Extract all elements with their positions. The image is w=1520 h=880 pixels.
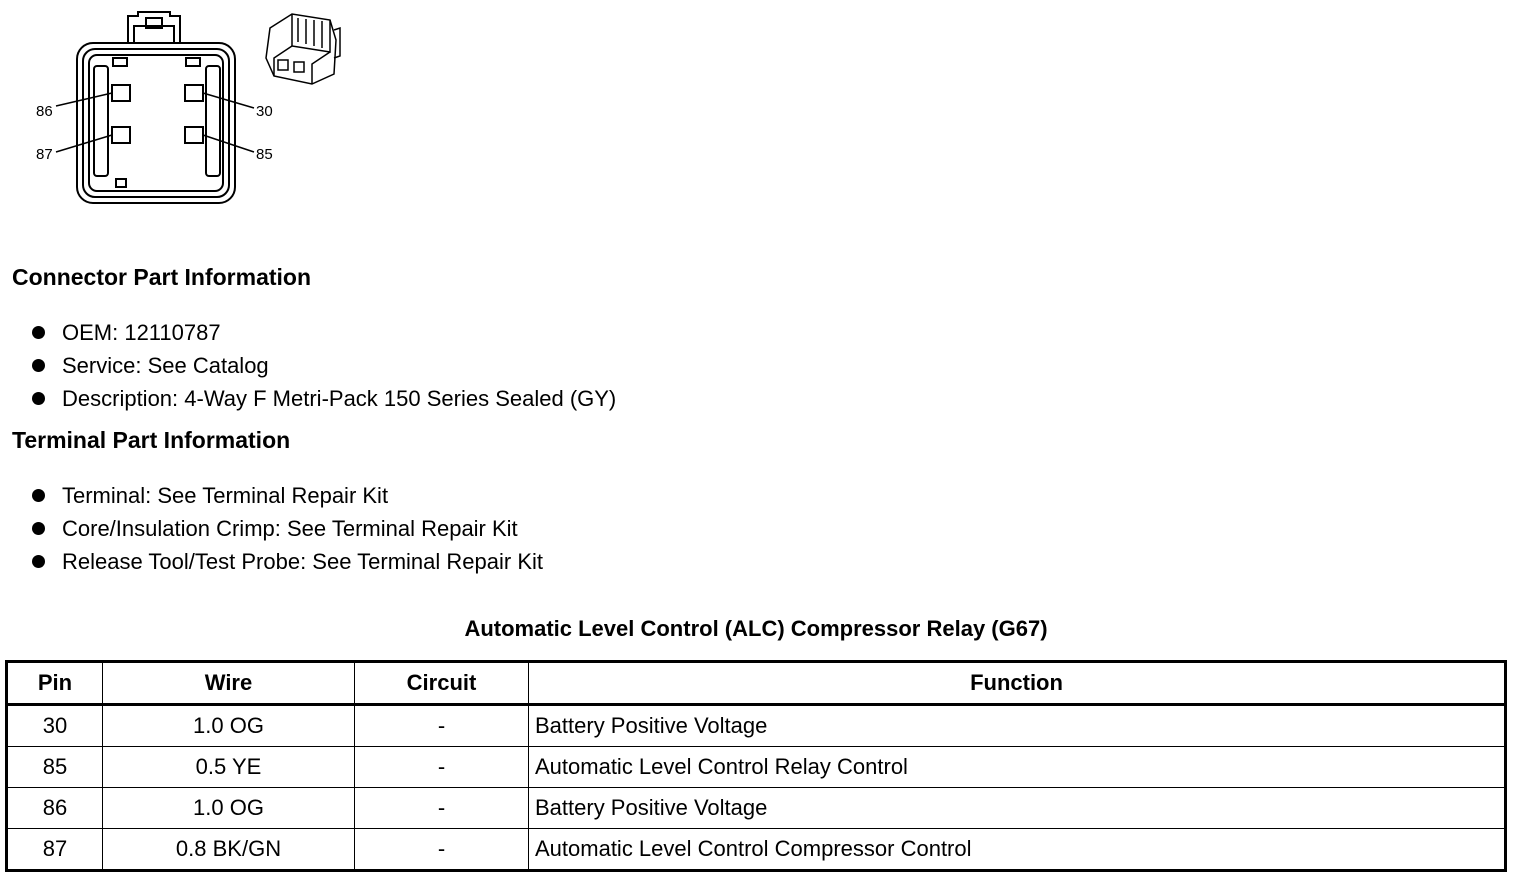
list-item: OEM: 12110787 [12,316,616,349]
cell-pin: 85 [7,747,103,788]
connector-thumbnail [266,14,340,84]
terminal-info-list [12,479,543,578]
table-row [7,747,1506,788]
cell-function: Battery Positive Voltage [529,705,1506,747]
column-header-pin: Pin [7,662,103,705]
connector-diagram [30,6,350,211]
cell-circuit: - [355,705,529,747]
cell-function: Battery Positive Voltage [529,788,1506,829]
cell-pin: 30 [7,705,103,747]
column-header-wire: Wire [103,662,355,705]
table-title: Automatic Level Control (ALC) Compressor Relay (G67) [464,616,1048,641]
pin-label-86: 86 [36,103,53,120]
pin-label-87: 87 [36,146,53,163]
list-item: Core/Insulation Crimp: See Terminal Repair Kit [12,512,543,545]
table-header-row [7,662,1506,705]
cell-function: Automatic Level Control Compressor Control [529,829,1506,871]
pinout-table [5,660,1507,872]
list-item: Release Tool/Test Probe: See Terminal Repair Kit [12,545,543,578]
cell-wire: 0.8 BK/GN [103,829,355,871]
cell-circuit: - [355,788,529,829]
bullet-icon [32,522,45,535]
table-row [7,705,1506,747]
list-item: Terminal: See Terminal Repair Kit [12,479,543,512]
pin-label-30: 30 [256,103,273,120]
list-item: Service: See Catalog [12,349,616,382]
bullet-icon [32,555,45,568]
terminal-info-heading: Terminal Part Information [12,427,291,453]
pin-label-85: 85 [256,146,273,163]
cell-wire: 1.0 OG [103,705,355,747]
bullet-icon [32,489,45,502]
cell-circuit: - [355,747,529,788]
cell-wire: 0.5 YE [103,747,355,788]
cell-pin: 87 [7,829,103,871]
table-row [7,829,1506,871]
cell-pin: 86 [7,788,103,829]
column-header-function: Function [529,662,1506,705]
bullet-icon [32,326,45,339]
table-row [7,788,1506,829]
list-item: Description: 4-Way F Metri-Pack 150 Series Sealed (GY) [12,382,616,415]
bullet-icon [32,359,45,372]
cell-circuit: - [355,829,529,871]
connector-info-list [12,316,616,415]
cell-wire: 1.0 OG [103,788,355,829]
bullet-icon [32,392,45,405]
cell-function: Automatic Level Control Relay Control [529,747,1506,788]
connector-info-heading: Connector Part Information [12,264,312,290]
column-header-circuit: Circuit [355,662,529,705]
